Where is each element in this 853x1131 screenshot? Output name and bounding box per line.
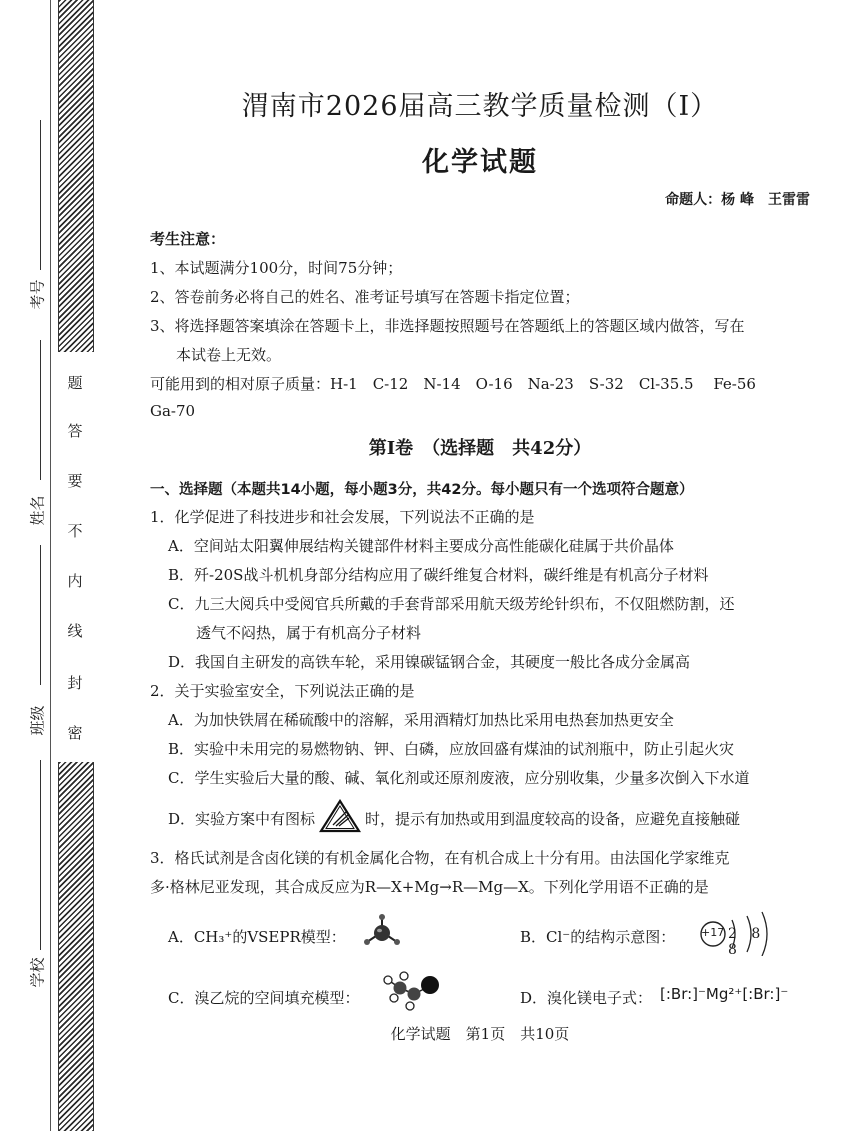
q2-option-d-pre: D．实验方案中有图标 [168, 809, 316, 828]
kaohao-line [40, 120, 41, 270]
notice-heading: 考生注意： [150, 230, 226, 248]
seal-char: 封 [67, 674, 83, 692]
author-line: 命题人：杨 峰 王雷雷 [665, 192, 810, 208]
part1-heading: 一、选择题（本题共14小题，每小题3分，共42分。每小题只有一个选项符合题意） [150, 482, 694, 498]
seal-char: 要 [67, 472, 83, 490]
binding-hatch-bottom [58, 762, 94, 1131]
seal-char: 题 [67, 374, 83, 392]
seal-char: 不 [67, 522, 83, 540]
kaohao-label: 考号 [28, 279, 47, 310]
xingming-line [40, 340, 41, 480]
page-footer: 化学试题 第1页 共10页 [390, 1025, 570, 1043]
exam-subtitle: 化学试题 [422, 147, 538, 178]
seal-char: 线 [67, 622, 83, 640]
section-heading: 第Ⅰ卷 （选择题 共42分） [368, 438, 592, 459]
q1-option-a: A．空间站太阳翼伸展结构关键部件材料主要成分高性能碳化硅属于共价晶体 [168, 537, 674, 555]
bromoethane-space-filling-model-icon [380, 968, 444, 1016]
xuexiao-label: 学校 [28, 957, 47, 988]
q2-option-a: A．为加快铁屑在稀硫酸中的溶解，采用酒精灯加热比采用电热套加热更安全 [168, 711, 674, 729]
seal-char: 密 [67, 724, 83, 742]
q2-option-b: B．实验中未用完的易燃物钠、钾、白磷，应放回盛有煤油的试剂瓶中，防止引起火灾 [168, 740, 735, 758]
q3-stem-cont: 多·格林尼亚发现，其合成反应为R—X+Mg→R—Mg—X。下列化学用语不正确的是 [150, 878, 709, 896]
exam-title: 渭南市2026届高三教学质量检测（Ⅰ） [241, 91, 719, 122]
q1-option-b: B．歼-20S战斗机机身部分结构应用了碳纤维复合材料，碳纤维是有机高分子材料 [168, 566, 709, 584]
q2-option-d [168, 799, 740, 837]
q3-option-d: D．溴化镁电子式： [520, 989, 653, 1007]
electron-shells: 2 8 8 [728, 926, 766, 958]
q2-option-d-post: 时，提示有加热或用到温度较高的设备，应避免直接触碰 [365, 809, 741, 828]
q3-option-a: A．CH₃⁺的VSEPR模型： [168, 928, 346, 946]
q1-option-d: D．我国自主研发的高铁车轮，采用镍碳锰钢合金，其硬度一般比各成分金属高 [168, 653, 691, 671]
q2-option-c: C．学生实验后大量的酸、碱、氧化剂或还原剂废液，应分别收集，少量多次倒入下水道 [168, 769, 750, 787]
seal-char: 内 [67, 572, 83, 590]
vsepr-model-icon [362, 914, 402, 954]
cl-ion-structure-diagram [698, 906, 778, 956]
xingming-label: 姓名 [28, 495, 47, 526]
hot-surface-warning-icon [319, 799, 361, 837]
xuexiao-line [40, 760, 41, 950]
q3-option-b: B．Cl⁻的结构示意图： [520, 928, 676, 946]
seal-char: 答 [67, 422, 83, 440]
q1-option-c-cont: 透气不闷热，属于有机高分子材料 [196, 624, 422, 642]
notice-item: 2、答卷前务必将自己的姓名、准考证号填写在答题卡指定位置； [150, 288, 580, 306]
notice-item: 3、将选择题答案填涂在答题卡上，非选择题按照题号在答题纸上的答题区域内做答，写在 [150, 317, 745, 335]
q3-option-c: C．溴乙烷的空间填充模型： [168, 989, 360, 1007]
q2-stem: 2．关于实验室安全，下列说法正确的是 [150, 682, 415, 700]
notice-item: 1、本试题满分100分，时间75分钟； [150, 259, 403, 277]
notice-item: 本试卷上无效。 [176, 346, 282, 364]
nucleus-charge: +17 [701, 926, 725, 939]
banji-label: 班级 [28, 705, 47, 736]
binding-border-line [50, 0, 51, 1131]
q1-stem: 1．化学促进了科技进步和社会发展，下列说法不正确的是 [150, 508, 535, 526]
q3-stem: 3．格氏试剂是含卤化镁的有机金属化合物，在有机合成上十分有用。由法国化学家维克 [150, 849, 730, 867]
atomic-masses: 可能用到的相对原子质量：H-1 C-12 N-14 O-16 Na-23 S-32 Cl-35.5 Fe-56 [150, 375, 756, 393]
mgbr2-electron-formula: [:Br:]⁻Mg²⁺[:Br:]⁻ [660, 985, 789, 1003]
q1-option-c: C．九三大阅兵中受阅官兵所戴的手套背部采用航天级芳纶针织布，不仅阻燃防割，还 [168, 595, 735, 613]
banji-line [40, 545, 41, 685]
binding-hatch-top [58, 0, 94, 352]
atomic-masses-cont: Ga-70 [150, 402, 196, 420]
